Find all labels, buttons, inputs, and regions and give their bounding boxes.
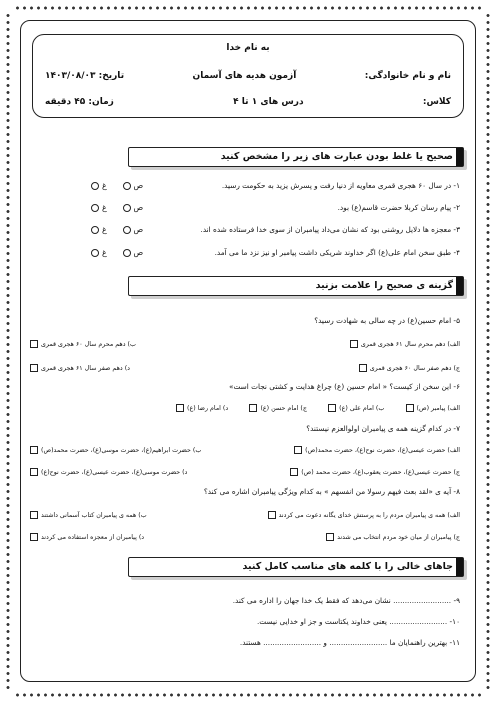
tf-answer-2: [88, 203, 143, 212]
checkbox[interactable]: [30, 364, 38, 372]
tf-answer-1: [88, 181, 143, 190]
option-label: ب) دهم محرم سال ۶۰ هجری قمری: [41, 340, 136, 348]
mc-option[interactable]: [350, 340, 460, 348]
checkbox[interactable]: [30, 446, 38, 454]
mc-option[interactable]: [30, 511, 147, 519]
section-fill-blank-title: [128, 557, 464, 577]
ribbon-icon: [456, 558, 463, 576]
wrong-label: غ: [102, 248, 107, 257]
mc-options-5: [30, 340, 460, 348]
tf-question-3: ۳- معجزه ها دلایل روشنی بود که نشان می‌داد پیامبران از سوی خدا فرستاده شده اند.: [200, 225, 460, 234]
section-true-false-title: [128, 147, 464, 167]
wrong-option[interactable]: [91, 204, 99, 212]
checkbox[interactable]: [290, 468, 298, 476]
mc-options-7: [30, 446, 460, 454]
correct-option[interactable]: [123, 182, 131, 190]
ribbon-icon: [456, 277, 463, 295]
option-label: ج) حضرت عیسی(ع)، حضرت یعقوب(ع)، حضرت محمد (ص): [301, 468, 460, 476]
mc-options-6: [176, 404, 460, 412]
option-label: د) پیامبران از معجزه استفاده می کردند: [41, 533, 145, 541]
checkbox[interactable]: [328, 404, 336, 412]
page-frame: [20, 20, 476, 682]
correct-label: ص: [133, 203, 144, 212]
correct-label: ص: [133, 225, 144, 234]
option-label: الف) حضرت عیسی(ع)، حضرت نوح(ع)، حضرت محمد(ص): [305, 446, 460, 454]
option-label: الف) همه ی پیامبران مردم را به پرستش خدای یگانه دعوت می کردند: [278, 511, 460, 519]
option-label: د) دهم صفر سال ۶۱ هجری قمری: [41, 364, 130, 372]
wrong-label: غ: [102, 181, 107, 190]
section-title-text: صحیح یا غلط بودن عبارت های زیر را مشخص کنید: [220, 151, 453, 162]
basmala: به نام خدا: [226, 43, 270, 53]
correct-label: ص: [133, 248, 144, 257]
checkbox[interactable]: [176, 404, 184, 412]
checkbox[interactable]: [268, 511, 276, 519]
wrong-label: غ: [102, 225, 107, 234]
checkbox[interactable]: [30, 533, 38, 541]
tf-question-4: ۴- طبق سخن امام علی(ع) اگر خداوند شریکی داشت پیامبر او نیز نزد ما می آمد.: [214, 248, 460, 257]
section-multiple-choice-title: [128, 276, 464, 296]
tf-question-1: ۱- در سال ۶۰ هجری قمری معاویه از دنیا رفت و پسرش یزید به حکومت رسید.: [221, 181, 460, 190]
top-dotted-border: [14, 3, 482, 13]
ribbon-icon: [456, 148, 463, 166]
checkbox[interactable]: [30, 511, 38, 519]
fill-question-9: ۹- ......................... نشان می‌دهد که فقط یک خدا جهان را اداره می کند.: [232, 596, 460, 605]
mc-option[interactable]: [406, 404, 461, 412]
tf-question-2: ۲- پیام رسان کربلا حضرت قاسم(ع) بود.: [337, 203, 460, 212]
option-label: ج) دهم صفر سال ۶۰ هجری قمری: [369, 364, 460, 372]
mc-options-7b: [30, 468, 460, 476]
option-label: الف) پیامبر (ص): [416, 404, 460, 412]
section-title-text: گزینه ی صحیح را علامت بزنید: [315, 280, 453, 291]
checkbox[interactable]: [359, 364, 367, 372]
correct-option[interactable]: [123, 226, 131, 234]
mc-option[interactable]: [359, 364, 460, 372]
section-title-text: جاهای خالی را با کلمه های مناسب کامل کنید: [242, 561, 453, 572]
class-label: کلاس:: [422, 97, 451, 107]
checkbox[interactable]: [406, 404, 414, 412]
checkbox[interactable]: [30, 340, 38, 348]
option-label: د) حضرت موسی(ع)، حضرت عیسی(ع)، حضرت نوح(ع): [41, 468, 188, 476]
tf-answer-4: [88, 248, 143, 257]
checkbox[interactable]: [350, 340, 358, 348]
student-name-label: نام و نام خانوادگی:: [364, 71, 451, 81]
option-label: ب) همه ی پیامبران کتاب آسمانی داشتند: [41, 511, 147, 519]
checkbox[interactable]: [326, 533, 334, 541]
checkbox[interactable]: [249, 404, 257, 412]
right-dotted-border: [483, 12, 493, 690]
mc-option[interactable]: [30, 468, 187, 476]
mc-question-6: ۶- این سخن از کیست؟ « امام حسین (ع) چراغ هدایت و کشتی نجات است»: [229, 382, 460, 391]
option-label: ج) پیامبران از میان خود مردم انتخاب می شدند: [337, 533, 460, 541]
mc-question-5: ۵- امام حسین(ع) در چه سالی به شهادت رسید؟: [314, 316, 460, 325]
checkbox[interactable]: [30, 468, 38, 476]
mc-option[interactable]: [249, 404, 306, 412]
mc-options-8: [30, 511, 460, 519]
left-dotted-border: [3, 12, 13, 690]
fill-question-11: ۱۱- بهترین راهنمایان ما ......................... و ......................... هستند.: [239, 638, 460, 647]
option-label: د) امام رضا (ع): [187, 404, 229, 412]
option-label: ب) حضرت ابراهیم(ع)، حضرت موسی(ع)، حضرت محمد(ص): [41, 446, 202, 454]
mc-option[interactable]: [326, 533, 460, 541]
correct-option[interactable]: [123, 204, 131, 212]
exam-header: [32, 34, 464, 118]
exam-date: تاریخ: ۱۴۰۳/۰۸/۰۳: [45, 71, 125, 81]
wrong-option[interactable]: [91, 182, 99, 190]
correct-label: ص: [133, 181, 144, 190]
exam-duration: زمان: ۴۵ دقیقه: [45, 97, 114, 107]
mc-option[interactable]: [268, 511, 460, 519]
mc-options-8b: [30, 533, 460, 541]
mc-question-8: ۸- آیه ی «لقد بعث فیهم رسولا من انفسهم » به کدام ویژگی پیامبران اشاره می کند؟: [203, 487, 460, 496]
mc-option[interactable]: [328, 404, 384, 412]
mc-option[interactable]: [30, 340, 136, 348]
option-label: الف) دهم محرم سال ۶۱ هجری قمری: [360, 340, 460, 348]
mc-options-5b: [30, 364, 460, 372]
wrong-label: غ: [102, 203, 107, 212]
option-label: ب) امام علی (ع): [339, 404, 385, 412]
exam-title: آزمون هدیه های آسمان: [192, 71, 297, 81]
lessons-range: درس های ۱ تا ۴: [233, 97, 304, 107]
mc-question-7: ۷- در کدام گزینه همه ی پیامبران اولوالعزم نیستند؟: [306, 424, 460, 433]
correct-option[interactable]: [123, 249, 131, 257]
mc-option[interactable]: [30, 446, 201, 454]
mc-option[interactable]: [290, 468, 460, 476]
wrong-option[interactable]: [91, 226, 99, 234]
wrong-option[interactable]: [91, 249, 99, 257]
mc-option[interactable]: [30, 533, 144, 541]
tf-answer-3: [88, 225, 143, 234]
mc-option[interactable]: [294, 446, 460, 454]
mc-option[interactable]: [30, 364, 130, 372]
fill-question-10: ۱۰- ......................... یعنی خداوند یکتاست و جز او خدایی نیست.: [256, 617, 460, 626]
bottom-dotted-border: [14, 690, 482, 700]
checkbox[interactable]: [294, 446, 302, 454]
option-label: ج) امام حسن (ع): [260, 404, 307, 412]
mc-option[interactable]: [176, 404, 228, 412]
